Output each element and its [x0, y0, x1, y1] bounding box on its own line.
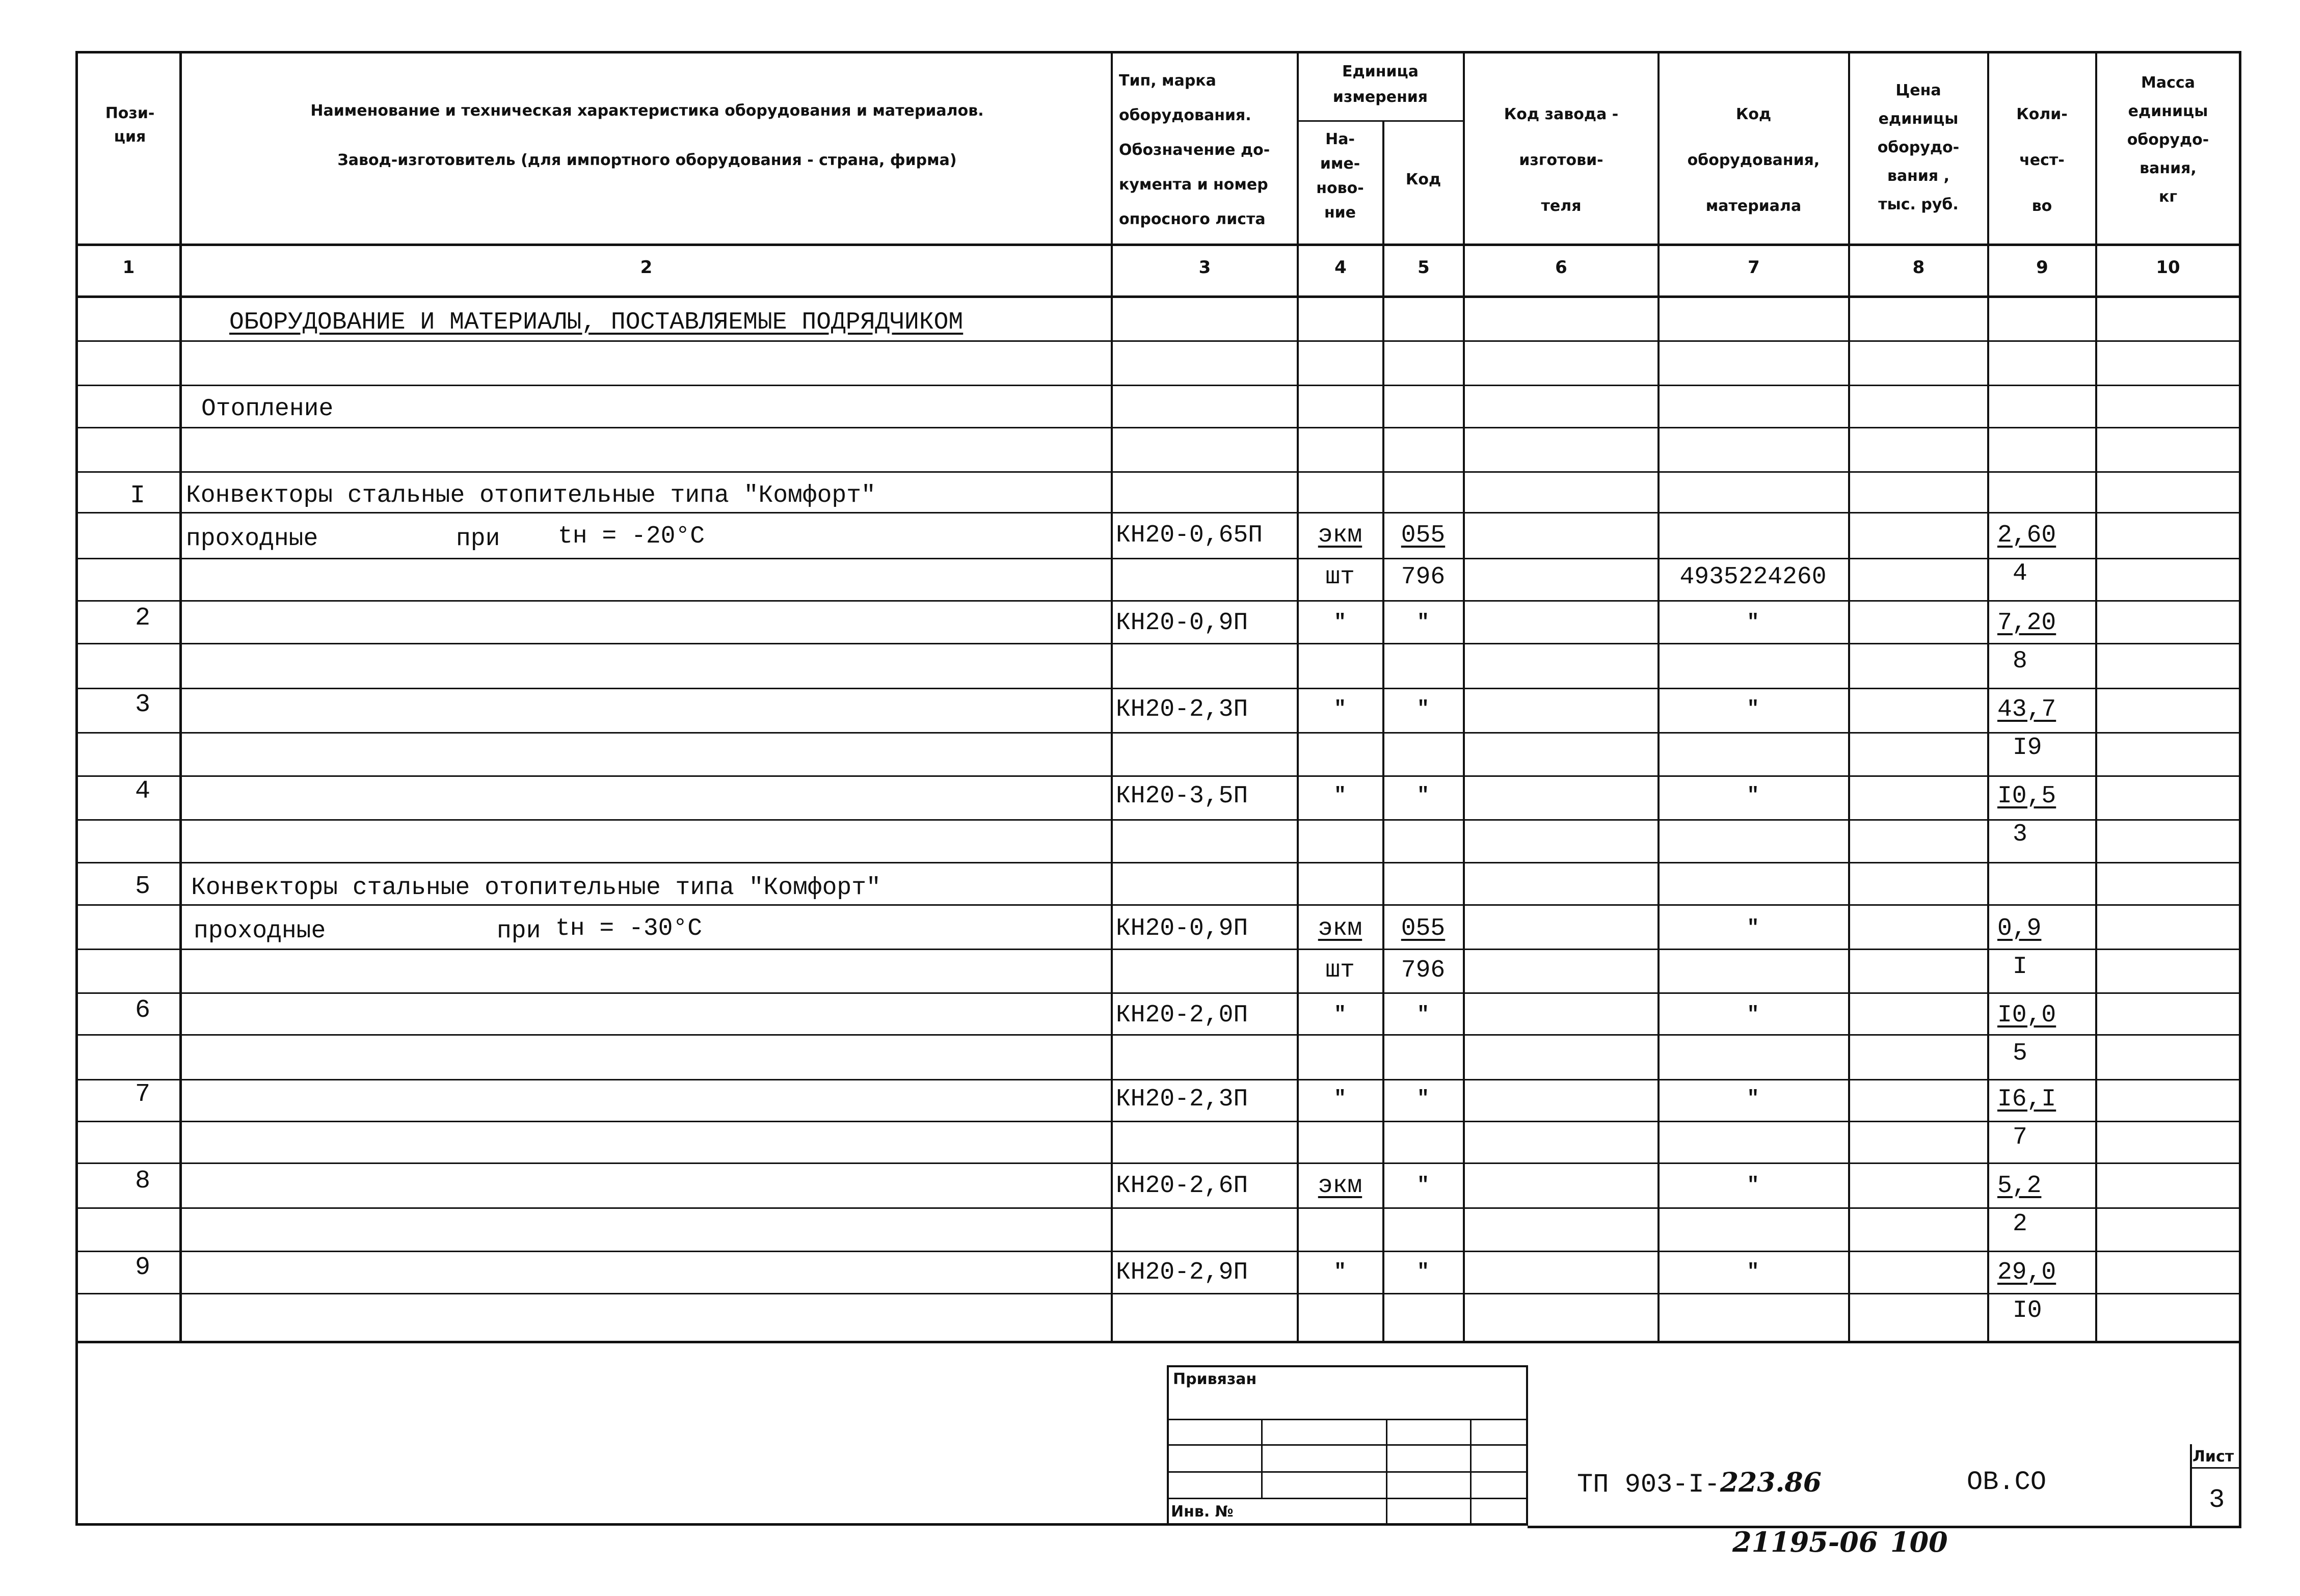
group-temperature: tн = -20°C	[558, 523, 705, 550]
unit-price: 0,9	[1997, 915, 2042, 942]
row-position: 9	[135, 1253, 150, 1282]
quantity: 2	[2013, 1210, 2027, 1238]
row-position: 4	[135, 777, 150, 806]
header-unit-group: Единица измерения	[1332, 63, 1428, 106]
subsection-title: Отопление	[201, 395, 334, 423]
material-code: 4935224260	[1679, 563, 1827, 591]
header-mass: Масса единицы оборудо- вания, кг	[2127, 74, 2209, 206]
unit-name: "	[1333, 698, 1346, 721]
group-name-part: при	[497, 917, 541, 945]
group-name: Конвекторы стальные отопительные типа "Комфорт"	[191, 874, 881, 902]
unit-name: экм	[1318, 915, 1362, 942]
archive-suffix: 100	[1890, 1526, 1948, 1558]
unit-code: 055	[1401, 915, 1446, 942]
unit-code: "	[1416, 611, 1429, 634]
row-position: 7	[135, 1080, 150, 1109]
quantity: 5	[2013, 1040, 2027, 1067]
material-code: "	[1747, 1261, 1759, 1284]
row-position: 6	[135, 996, 150, 1025]
document-mark: ОВ.СО	[1967, 1467, 2047, 1497]
equipment-type: КН20-2,6П	[1116, 1172, 1248, 1200]
unit-price: 2,60	[1997, 522, 2056, 549]
unit-code: "	[1416, 1174, 1429, 1197]
quantity: I0	[2013, 1297, 2042, 1324]
header-unit-name: На- име- ново- ние	[1316, 130, 1364, 222]
equipment-type: КН20-2,3П	[1116, 696, 1248, 723]
header-quantity: Коли- чест- во	[2016, 105, 2068, 215]
header-position: Пози- ция	[105, 104, 155, 146]
unit-name: "	[1333, 785, 1346, 807]
section-title: ОБОРУДОВАНИЕ И МАТЕРИАЛЫ, ПОСТАВЛЯЕМЫЕ ПОДРЯДЧИКОМ	[229, 309, 964, 336]
unit-code: 796	[1401, 957, 1446, 984]
group-name: Конвекторы стальные отопительные типа "Комфорт"	[186, 482, 876, 509]
unit-code: "	[1416, 1004, 1429, 1026]
unit-code: 796	[1401, 563, 1446, 591]
unit-name: экм	[1318, 522, 1362, 549]
unit-name: "	[1333, 611, 1346, 634]
material-code: "	[1747, 698, 1759, 721]
col-number-10: 10	[2156, 257, 2180, 278]
unit-name: "	[1333, 1261, 1346, 1284]
col-number-3: 3	[1198, 257, 1211, 278]
header-factory-code: Код завода - изготови- теля	[1504, 105, 1619, 215]
group-temperature: tн = -30°C	[555, 915, 703, 942]
row-position: 2	[135, 604, 150, 633]
archive-number: 21195-06	[1732, 1526, 1878, 1558]
unit-code: "	[1416, 785, 1429, 807]
document-code: ТП 903-I-223.86	[1577, 1467, 1822, 1500]
equipment-type: КН20-0,65П	[1116, 522, 1263, 549]
header-material-code: Код оборудования, материала	[1687, 105, 1820, 215]
col-number-7: 7	[1748, 257, 1760, 278]
header-name-line1: Наименование и техническая характеристика оборудования и материалов.	[310, 102, 984, 120]
header-name-line2: Завод-изготовитель (для импортного оборудования - страна, фирма)	[337, 151, 957, 169]
unit-name: шт	[1325, 563, 1355, 591]
row-position: 3	[135, 690, 150, 719]
col-number-8: 8	[1912, 257, 1925, 278]
inventory-label: Инв. №	[1171, 1503, 1234, 1521]
group-name-part: при	[456, 525, 500, 553]
sheet-label: Лист	[2192, 1448, 2234, 1466]
header-price: Цена единицы оборудо- вания , тыс. руб.	[1877, 82, 1960, 213]
group-name-part: проходные	[186, 525, 318, 553]
col-number-2: 2	[640, 257, 653, 278]
unit-price: I0,5	[1997, 782, 2056, 810]
material-code: "	[1747, 1174, 1759, 1197]
unit-name: "	[1333, 1004, 1346, 1026]
unit-price: 29,0	[1997, 1259, 2056, 1286]
col-number-1: 1	[122, 257, 135, 278]
material-code: "	[1747, 917, 1759, 940]
unit-name: экм	[1318, 1172, 1362, 1200]
equipment-type: КН20-2,0П	[1116, 1002, 1248, 1029]
quantity: I	[2013, 953, 2027, 981]
unit-price: 5,2	[1997, 1172, 2042, 1200]
unit-name: шт	[1325, 957, 1355, 984]
quantity: 4	[2013, 560, 2027, 587]
material-code: "	[1747, 1088, 1759, 1111]
col-number-5: 5	[1418, 257, 1430, 278]
col-number-4: 4	[1334, 257, 1347, 278]
equipment-type: КН20-3,5П	[1116, 782, 1248, 810]
group-name-part: проходные	[194, 917, 326, 945]
quantity: I9	[2013, 734, 2042, 762]
header-type: Тип, марка оборудования. Обозначение до- кумента и номер опросного листа	[1119, 72, 1270, 228]
material-code: "	[1747, 785, 1759, 807]
quantity: 7	[2013, 1124, 2027, 1151]
equipment-type: КН20-0,9П	[1116, 915, 1248, 942]
unit-name: "	[1333, 1088, 1346, 1111]
unit-code: 055	[1401, 522, 1446, 549]
quantity: 8	[2013, 647, 2027, 675]
quantity: 3	[2013, 821, 2027, 848]
row-position: I	[129, 481, 145, 510]
unit-price: 43,7	[1997, 696, 2056, 723]
equipment-type: КН20-0,9П	[1116, 609, 1248, 637]
header-unit-code: Код	[1405, 171, 1441, 188]
row-position: 5	[135, 872, 150, 901]
unit-code: "	[1416, 1261, 1429, 1284]
material-code: "	[1747, 1004, 1759, 1026]
unit-price: 7,20	[1997, 609, 2056, 637]
equipment-type: КН20-2,9П	[1116, 1259, 1248, 1286]
unit-code: "	[1416, 698, 1429, 721]
col-number-9: 9	[2036, 257, 2048, 278]
sheet-number: 3	[2209, 1485, 2225, 1515]
unit-code: "	[1416, 1088, 1429, 1111]
col-number-6: 6	[1555, 257, 1567, 278]
equipment-type: КН20-2,3П	[1116, 1086, 1248, 1113]
material-code: "	[1747, 611, 1759, 634]
row-position: 8	[135, 1167, 150, 1196]
privyazan-label: Привязан	[1173, 1370, 1257, 1388]
unit-price: I0,0	[1997, 1002, 2056, 1029]
unit-price: I6,I	[1997, 1086, 2056, 1113]
